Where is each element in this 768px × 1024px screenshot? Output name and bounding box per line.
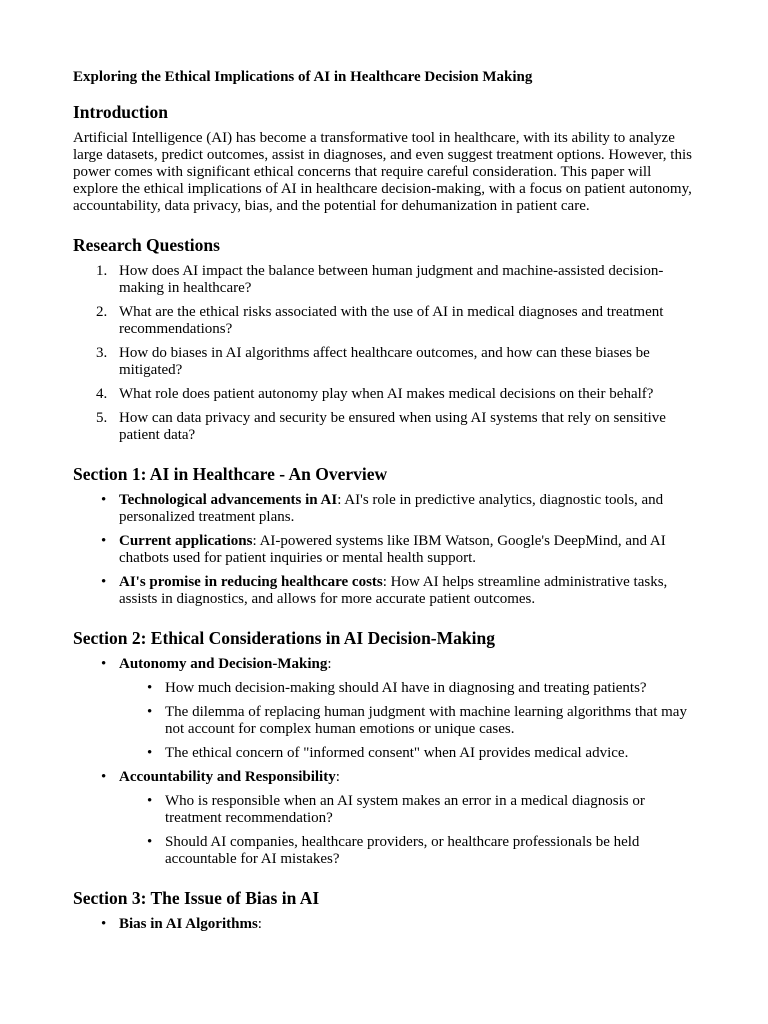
list-item [73, 656, 696, 762]
list-item-text: : [335, 769, 340, 785]
bullet-icon: • [147, 834, 153, 850]
sublist-item [119, 793, 696, 827]
list-item [73, 533, 696, 567]
list-item [73, 769, 696, 868]
list-number: 1. [96, 263, 108, 279]
list-item-bold: AI's promise in reducing healthcare costs [119, 574, 383, 590]
list-item-text: How does AI impact the balance between human judgment and machine-assisted decision-making in healthcare? [119, 263, 664, 296]
bullet-icon: • [101, 769, 107, 785]
bullet-icon: • [101, 492, 107, 508]
list-item-bold: Technological advancements in AI [119, 492, 338, 508]
bullet-icon: • [147, 745, 153, 761]
introduction-text: Artificial Intelligence (AI) has become a transformative tool in healthcare, with its ability to analyze large datasets, predict outcomes, assist in diagnoses, and even suggest treatment options. However, this power comes with significant ethical concerns that require careful consideration. This paper will explore the ethical implications of AI in healthcare decision-making, with a focus on patient autonomy, accountability, data privacy, bias, and the potential for dehumanization in patient care. [73, 130, 692, 214]
bullet-icon: • [147, 793, 153, 809]
sublist [119, 793, 696, 868]
list-item-text: : AI's role in predictive analytics, diagnostic tools, and personalized treatment plans. [119, 492, 664, 525]
list-item [73, 263, 696, 297]
sublist-item [119, 745, 696, 762]
list-item-bold: Autonomy and Decision-Making [119, 656, 328, 672]
sublist-item-text: How much decision-making should AI have in diagnosing and treating patients? [165, 680, 647, 696]
sublist-item-text: Should AI companies, healthcare providers, or healthcare professionals be held accountable for AI mistakes? [165, 834, 640, 867]
section2-heading: Section 2: Ethical Considerations in AI Decision-Making [73, 628, 495, 648]
list-item [73, 386, 696, 403]
bullet-icon: • [101, 916, 107, 932]
list-item [73, 916, 696, 933]
sublist-item [119, 704, 696, 738]
list-item-text: : How AI helps streamline administrative tasks, assists in diagnostics, and allows for more accurate patient outcomes. [119, 574, 668, 607]
bullet-icon: • [147, 680, 153, 696]
list-item [73, 574, 696, 608]
list-item-text: How can data privacy and security be ensured when using AI systems that rely on sensitive patient data? [119, 410, 666, 443]
bullet-icon: • [147, 704, 153, 720]
sublist-item-text: The ethical concern of "informed consent" when AI provides medical advice. [165, 745, 629, 761]
list-item [73, 304, 696, 338]
list-item-text: How do biases in AI algorithms affect healthcare outcomes, and how can these biases be mitigated? [119, 345, 650, 378]
section3-heading: Section 3: The Issue of Bias in AI [73, 888, 320, 908]
list-item-bold: Accountability and Responsibility [119, 769, 336, 785]
list-item [73, 410, 696, 444]
bullet-icon: • [101, 656, 107, 672]
list-number: 5. [96, 410, 108, 426]
sublist [119, 680, 696, 762]
list-item-bold: Bias in AI Algorithms [119, 916, 258, 932]
list-item-text: : [257, 916, 262, 932]
section3-list [73, 916, 696, 933]
research-questions-heading: Research Questions [73, 235, 220, 255]
list-item-text: : [327, 656, 332, 672]
introduction-heading: Introduction [73, 102, 168, 122]
bullet-icon: • [101, 533, 107, 549]
research-questions-list [73, 263, 696, 444]
list-item-text: : AI-powered systems like IBM Watson, Google's DeepMind, and AI chatbots used for patient inquiries or mental health support. [119, 533, 666, 566]
list-item-text: What role does patient autonomy play when AI makes medical decisions on their behalf? [119, 386, 654, 402]
section2-list [73, 656, 696, 868]
list-number: 4. [96, 386, 108, 402]
section1-heading: Section 1: AI in Healthcare - An Overview [73, 464, 388, 484]
list-item-text: What are the ethical risks associated with the use of AI in medical diagnoses and treatment recommendations? [119, 304, 664, 337]
list-item-bold: Current applications [119, 533, 253, 549]
list-item [73, 345, 696, 379]
list-item [73, 492, 696, 526]
document-title: Exploring the Ethical Implications of AI in Healthcare Decision Making [73, 69, 533, 85]
bullet-icon: • [101, 574, 107, 590]
list-number: 3. [96, 345, 108, 361]
sublist-item-text: Who is responsible when an AI system makes an error in a medical diagnosis or treatment recommendation? [165, 793, 645, 826]
sublist-item [119, 680, 696, 697]
section1-list [73, 492, 696, 608]
sublist-item-text: The dilemma of replacing human judgment with machine learning algorithms that may not account for complex human emotions or unique cases. [165, 704, 687, 737]
list-number: 2. [96, 304, 108, 320]
sublist-item [119, 834, 696, 868]
